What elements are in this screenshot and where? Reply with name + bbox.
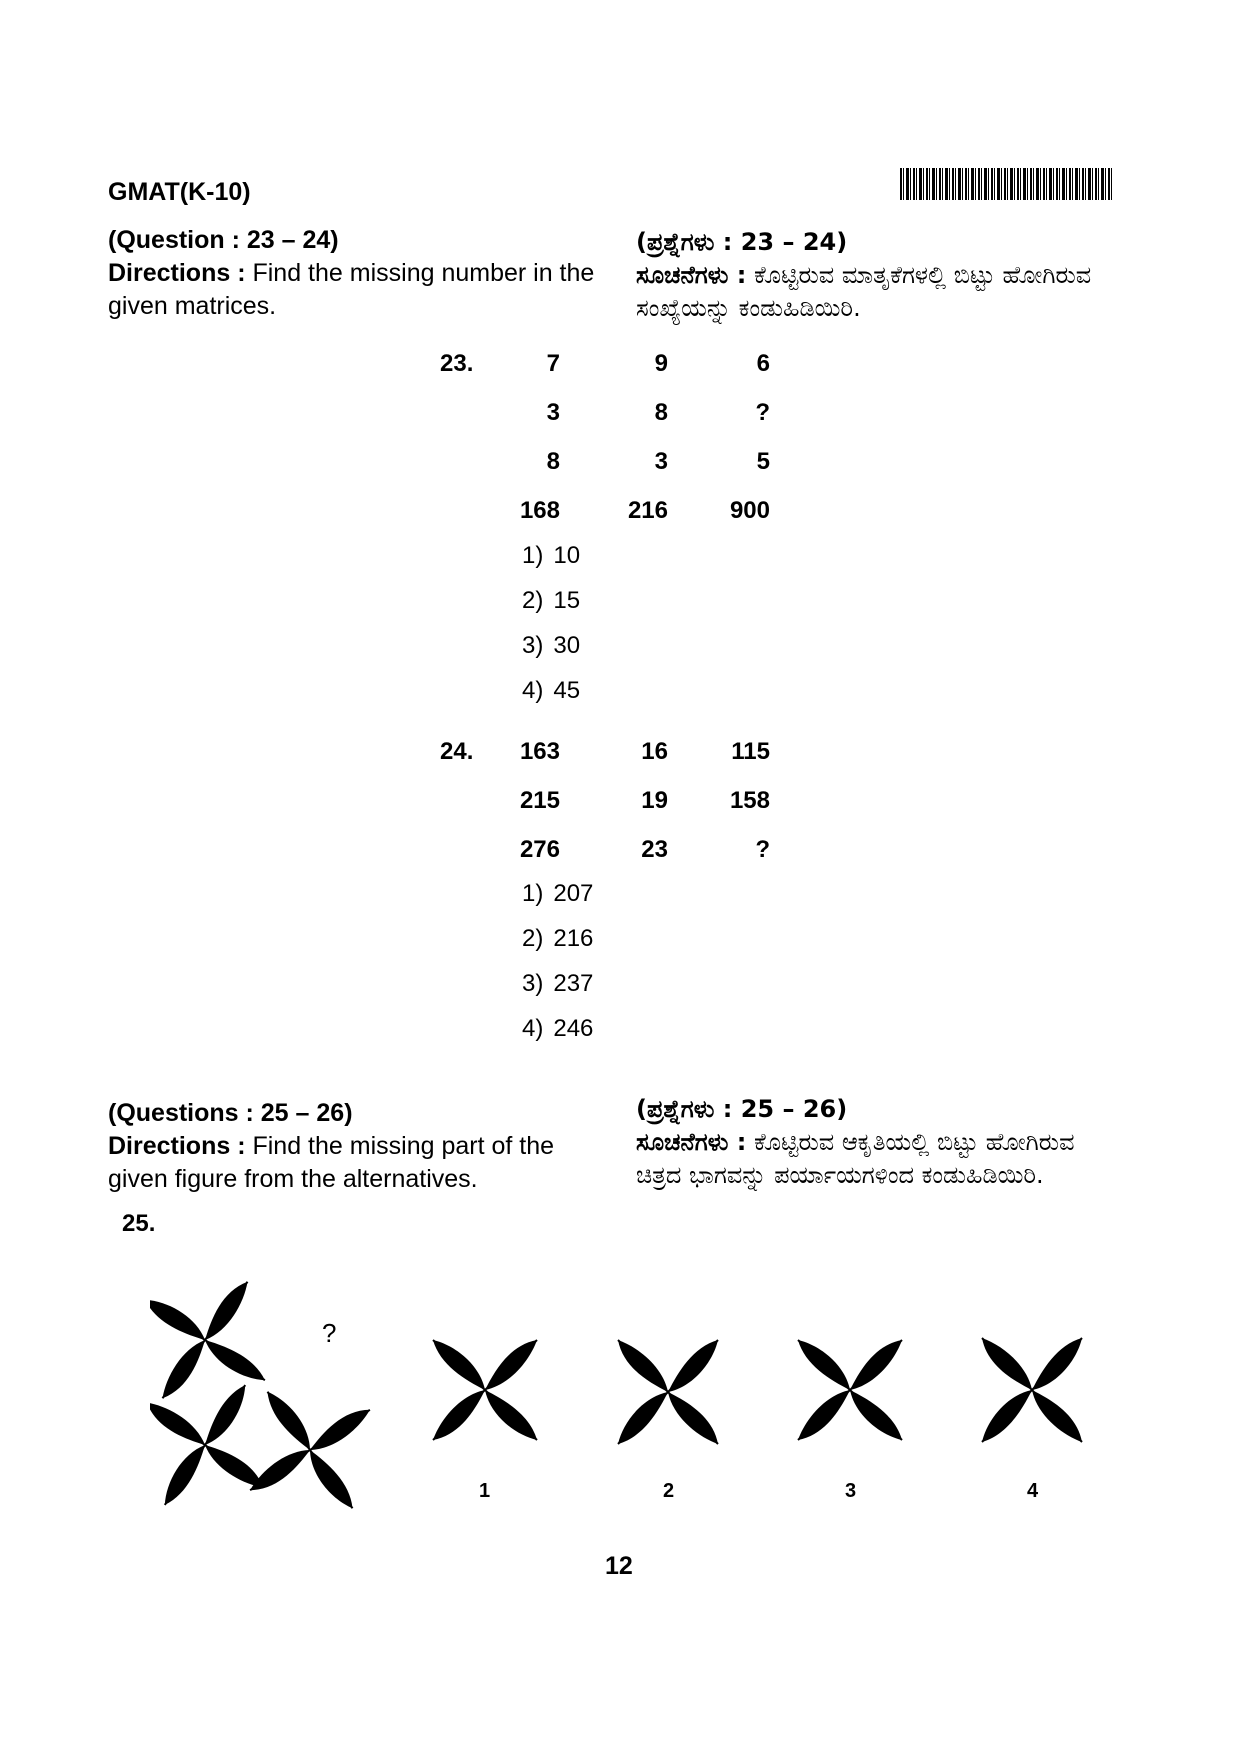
- option-figure-1[interactable]: [433, 1340, 537, 1440]
- option-figure-2[interactable]: [618, 1340, 718, 1444]
- option-value: 207: [553, 880, 594, 907]
- option-value: 246: [553, 1015, 594, 1042]
- matrix-cell: 900: [729, 497, 770, 524]
- matrix-cell: 163: [519, 738, 560, 765]
- option-label-1: 1: [479, 1480, 491, 1502]
- answer-option[interactable]: [522, 677, 580, 705]
- section-heading: (Questions : 25 – 26): [108, 1099, 353, 1127]
- matrix-cell: 7: [546, 350, 560, 377]
- option-value: 45: [553, 677, 581, 704]
- matrix-cell: 16: [641, 738, 668, 765]
- matrix-cell: 215: [519, 787, 560, 814]
- page-number: 12: [605, 1552, 633, 1580]
- directions-block-23-24-en: [108, 224, 598, 323]
- matrix-cell: 6: [756, 350, 770, 377]
- exam-code: GMAT(K-10): [108, 178, 251, 206]
- option-number: 3): [522, 970, 544, 997]
- option-number: 3): [522, 632, 544, 659]
- matrix-cell: ?: [755, 399, 770, 426]
- matrix-cell: 8: [546, 448, 560, 475]
- answer-option[interactable]: [522, 542, 580, 570]
- directions-text: Directions : Find the missing part of the given figure from the alternatives.: [108, 1132, 555, 1193]
- matrix-cell: 19: [641, 787, 668, 814]
- main-figure-part-bottom-right: [250, 1392, 370, 1509]
- matrix-cell: 115: [731, 738, 770, 765]
- figure-question-25: [150, 1280, 1110, 1510]
- answer-option[interactable]: [522, 880, 593, 908]
- matrix-cell: 5: [756, 448, 770, 475]
- matrix-cell: 3: [654, 448, 668, 475]
- question-number: 24.: [440, 738, 474, 765]
- matrix-cell: ?: [755, 836, 770, 863]
- option-number: 4): [522, 1015, 544, 1042]
- option-value: 30: [553, 632, 581, 659]
- option-value: 237: [553, 970, 594, 997]
- option-number: 1): [522, 542, 544, 569]
- option-label-3: 3: [845, 1480, 857, 1502]
- main-figure-part-top-left: [150, 1282, 265, 1399]
- matrix-cell: 216: [627, 497, 668, 524]
- barcode: [900, 168, 1114, 200]
- directions-block-25-26-kn: [636, 1093, 1114, 1192]
- matrix-cell: 3: [546, 399, 560, 426]
- matrix-cell: 168: [519, 497, 560, 524]
- option-figure-3[interactable]: [798, 1340, 902, 1440]
- option-number: 4): [522, 677, 544, 704]
- matrix-cell: 158: [729, 787, 770, 814]
- answer-option[interactable]: [522, 970, 593, 998]
- option-number: 1): [522, 880, 544, 907]
- option-value: 10: [553, 542, 581, 569]
- answer-option[interactable]: [522, 925, 593, 953]
- main-figure-part-bottom-left: [150, 1385, 263, 1505]
- question-number: 23.: [440, 350, 474, 377]
- matrix-cell: 23: [641, 836, 668, 863]
- matrix-cell: 9: [654, 350, 668, 377]
- option-number: 2): [522, 587, 544, 614]
- directions-text: Directions : Find the missing number in the given matrices.: [108, 259, 595, 320]
- option-figure-4[interactable]: [982, 1338, 1082, 1442]
- missing-part-question-mark: ?: [322, 1318, 337, 1348]
- question-number-25: 25.: [122, 1210, 156, 1237]
- answer-option[interactable]: [522, 587, 580, 615]
- section-heading-kn: (ಪ್ರಶ್ನೆಗಳು : 25 – 26): [636, 1095, 848, 1123]
- matrix-cell: 276: [519, 836, 560, 863]
- directions-text-kn: ಸೂಚನೆಗಳು : ಕೊಟ್ಟಿರುವ ಆಕೃತಿಯಲ್ಲಿ ಬಿಟ್ಟು ಹೋಗಿರುವ ಚಿತ್ರದ ಭಾಗವನ್ನು ಪರ್ಯಾಯಗಳಿಂದ ಕಂಡುಹಿಡಿಯಿರಿ.: [636, 1128, 1075, 1189]
- answer-option[interactable]: [522, 632, 580, 660]
- directions-text-kn: ಸೂಚನೆಗಳು : ಕೊಟ್ಟಿರುವ ಮಾತೃಕೆಗಳಲ್ಲಿ ಬಿಟ್ಟು ಹೋಗಿರುವ ಸಂಖ್ಯೆಯನ್ನು ಕಂಡುಹಿಡಿಯಿರಿ.: [636, 261, 1092, 322]
- section-heading: (Question : 23 – 24): [108, 226, 339, 254]
- option-value: 15: [553, 587, 581, 614]
- option-number: 2): [522, 925, 544, 952]
- answer-option[interactable]: [522, 1015, 593, 1043]
- section-heading-kn: (ಪ್ರಶ್ನೆಗಳು : 23 – 24): [636, 228, 848, 256]
- option-label-2: 2: [663, 1480, 675, 1502]
- directions-block-25-26-en: [108, 1097, 598, 1196]
- matrix-cell: 8: [654, 399, 668, 426]
- directions-block-23-24-kn: [636, 226, 1114, 325]
- main-figure: [150, 1282, 370, 1509]
- option-value: 216: [553, 925, 594, 952]
- option-label-4: 4: [1027, 1480, 1039, 1502]
